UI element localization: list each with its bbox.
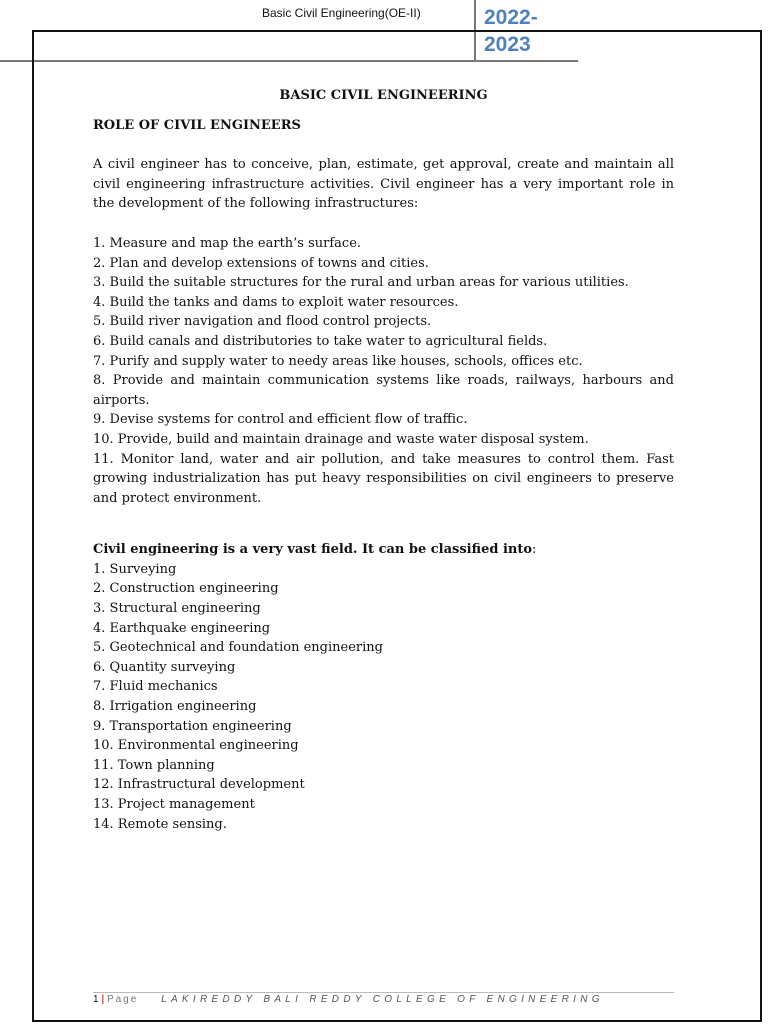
list-item: 3. Build the suitable structures for the rural and urban areas for various utilities. — [93, 275, 629, 291]
list-item: 11. Town planning — [93, 757, 215, 773]
list-item: 10. Environmental engineering — [93, 738, 299, 754]
list-item: 7. Fluid mechanics — [93, 679, 218, 695]
classification-colon: : — [532, 542, 537, 558]
list-item: 7. Purify and supply water to needy areas like houses, schools, offices etc. — [93, 353, 583, 369]
document-title: BASIC CIVIL ENGINEERING — [279, 88, 488, 103]
page-label: Page — [106, 994, 139, 1005]
list-item: 11. Monitor land, water and air pollution, and take measures to control them. Fast growing industrialization has put heavy responsibilities on civil engineers to preserve and protect environment. — [93, 451, 674, 506]
header-year-line2: 2023 — [484, 33, 531, 56]
classification-heading — [93, 540, 674, 560]
list-item: 9. Devise systems for control and efficient flow of traffic. — [93, 412, 468, 428]
roles-list — [93, 234, 674, 508]
footer-separator: | — [101, 994, 105, 1005]
list-item: 8. Irrigation engineering — [93, 699, 257, 715]
list-item: 14. Remote sensing. — [93, 816, 227, 832]
list-item: 6. Quantity surveying — [93, 659, 236, 675]
list-item: 3. Structural engineering — [93, 601, 261, 617]
header-title: Basic Civil Engineering(OE-II) — [262, 6, 421, 20]
list-item: 5. Build river navigation and flood control projects. — [93, 314, 432, 330]
list-item: 13. Project management — [93, 797, 255, 812]
fields-list — [93, 560, 674, 834]
list-item: 5. Geotechnical and foundation engineering — [93, 640, 383, 656]
intro-paragraph: A civil engineer has to conceive, plan, estimate, get approval, create and maintain all civil engineering infrastructure activities. Civil engineer has a very important role in the development of the following infrastructures: — [93, 157, 674, 212]
spacer — [93, 508, 674, 540]
college-name: LAKIREDDY BALI REDDY COLLEGE OF ENGINEERING — [161, 994, 604, 1005]
list-item: 10. Provide, build and maintain drainage and waste water disposal system. — [93, 431, 589, 447]
footer-rule — [93, 992, 674, 993]
list-item: 12. Infrastructural development — [93, 777, 305, 793]
list-item: 2. Plan and develop extensions of towns and cities. — [93, 255, 429, 271]
list-item: 1. Surveying — [93, 561, 177, 577]
list-item: 6. Build canals and distributories to take water to agricultural fields. — [93, 333, 548, 349]
page-number: 1 — [93, 994, 99, 1005]
list-item: 1. Measure and map the earth’s surface. — [93, 235, 362, 251]
list-item: 4. Earthquake engineering — [93, 620, 271, 636]
list-item: 9. Transportation engineering — [93, 718, 292, 734]
header-year-line1: 2022- — [484, 6, 538, 29]
list-item: 2. Construction engineering — [93, 581, 279, 597]
list-item: 4. Build the tanks and dams to exploit water resources. — [93, 294, 459, 310]
list-item: 8. Provide and maintain communication systems like roads, railways, harbours and airports. — [93, 373, 674, 408]
page-footer — [93, 994, 604, 1005]
document-body — [93, 86, 674, 834]
classification-heading-text: Civil engineering is a very vast field. It can be classified into — [93, 542, 533, 558]
section-title: ROLE OF CIVIL ENGINEERS — [93, 117, 301, 133]
